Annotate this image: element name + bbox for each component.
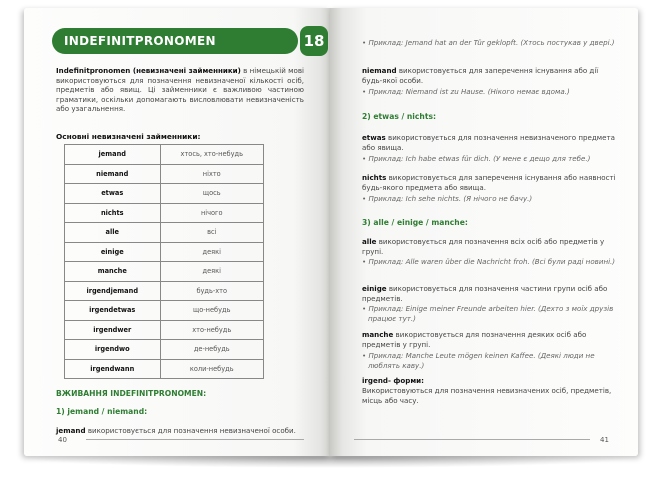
term-etwas: etwas [362,133,386,142]
bullet: • [362,38,367,47]
table-row [65,203,264,223]
pronoun-ukrainian: ніхто [160,164,263,184]
intro-text: в німецькій мові використовуються для позначення невизначеної кількості осіб, предметів або явищ. Ці займенники є важливою частиною граматики, оскільки допомагають висловлювати невизначеність або узагальнення. [56,66,304,114]
example-text: Приклад: Niemand ist zu Hause. (Нікого немає вдома.) [368,87,570,96]
alle-definition [362,237,618,256]
pronoun-ukrainian: коли-небудь [160,359,263,379]
example-nichts [362,194,618,204]
example-text: Приклад: Einige meiner Freunde arbeiten hier. (Дехто з моїх друзів працює тут.) [368,304,614,323]
table-row [65,164,264,184]
pronoun-ukrainian: щось [160,184,263,204]
example-alle [362,257,618,267]
etwas-definition [362,133,618,152]
intro-term: Indefinitpronomen (невизначені займенники) [56,66,241,75]
pronoun-ukrainian: що-небудь [160,301,263,321]
bullet: • [362,304,367,313]
example-manche [362,351,618,370]
page-number-right: 41 [600,436,609,444]
table-row [65,320,264,340]
pronoun-german: irgendetwas [65,301,161,321]
table-row [65,359,264,379]
example-jemand [362,38,618,48]
einige-text: використовується для позначення частини групи осіб або предметів. [362,284,608,303]
bullet: • [362,194,367,203]
example-text: Приклад: Jemand hat an der Tür geklopft. (Хтось постукав у двері.) [368,38,615,47]
table-heading: Основні невизначені займенники: [56,132,201,141]
nichts-definition [362,173,618,192]
table-row [65,223,264,243]
usage-heading: ВЖИВАННЯ INDEFINITPRONOMEN: [56,389,207,398]
page-number-left: 40 [58,436,67,444]
table-row [65,242,264,262]
chapter-number-badge: 18 [300,26,328,56]
section-heading-1: 1) jemand / niemand: [56,407,148,416]
pronoun-ukrainian: всі [160,223,263,243]
section-heading-2: 2) etwas / nichts: [362,112,437,121]
bullet: • [362,351,367,360]
pronoun-german: irgendwo [65,340,161,360]
irgend-heading-text: irgend- форми: [362,376,424,385]
pronoun-ukrainian: деякі [160,242,263,262]
pronoun-german: manche [65,262,161,282]
term-jemand: jemand [56,426,86,435]
einige-definition [362,284,618,303]
example-text: Приклад: Ich sehe nichts. (Я нічого не бачу.) [368,194,533,203]
example-einige [362,304,618,323]
pronoun-ukrainian: хтось, хто-небудь [160,145,263,165]
term-niemand: niemand [362,66,397,75]
pronoun-ukrainian: де-небудь [160,340,263,360]
term-einige: einige [362,284,387,293]
manche-text: використовується для позначення деяких осіб або предметів у групі. [362,330,587,349]
example-etwas [362,154,618,164]
table-row [65,281,264,301]
niemand-text: використовується для заперечення існування або дії будь-якої особи. [362,66,599,85]
pronoun-german: einige [65,242,161,262]
right-page [330,8,638,456]
pronoun-ukrainian: будь-хто [160,281,263,301]
example-niemand [362,87,618,97]
bullet: • [362,154,367,163]
pronoun-german: irgendjemand [65,281,161,301]
term-alle: alle [362,237,377,246]
bullet: • [362,257,367,266]
intro-paragraph [56,66,304,114]
jemand-text: використовується для позначення невизначеної особи. [85,426,296,435]
pronoun-german: alle [65,223,161,243]
manche-definition [362,330,618,349]
pronoun-table [64,144,264,379]
niemand-definition [362,66,618,85]
nichts-text: використовується для заперечення існування або наявності будь-якого предмета або явища. [362,173,616,192]
pronoun-german: niemand [65,164,161,184]
chapter-title-banner: INDEFINITPRONOMEN [52,28,298,54]
footer-rule [354,439,590,440]
pronoun-german: jemand [65,145,161,165]
table-row [65,301,264,321]
table-row [65,184,264,204]
pronoun-ukrainian: деякі [160,262,263,282]
pronoun-ukrainian: хто-небудь [160,320,263,340]
pronoun-german: irgendwer [65,320,161,340]
pronoun-german: etwas [65,184,161,204]
term-nichts: nichts [362,173,387,182]
pronoun-german: nichts [65,203,161,223]
example-text: Приклад: Ich habe etwas für dich. (У мене є дещо для тебе.) [368,154,591,163]
example-text: Приклад: Manche Leute mögen keinen Kaffee. (Деякі люди не люблять каву.) [368,351,595,370]
irgend-heading [362,376,618,386]
jemand-definition [56,426,316,435]
alle-text: використовується для позначення всіх осіб або предметів у групі. [362,237,605,256]
table-row [65,262,264,282]
section-heading-3: 3) alle / einige / manche: [362,218,468,227]
bullet: • [362,87,367,96]
pronoun-german: irgendwann [65,359,161,379]
footer-rule [86,439,304,440]
example-text: Приклад: Alle waren über die Nachricht froh. (Всі були раді новині.) [368,257,616,266]
pronoun-ukrainian: нічого [160,203,263,223]
left-page [24,8,330,456]
etwas-text: використовується для позначення невизначеного предмета або явища. [362,133,615,152]
table-row [65,145,264,165]
table-row [65,340,264,360]
irgend-definition: Використовуються для позначення невизначених осіб, предметів, місць або часу. [362,386,612,405]
term-manche: manche [362,330,394,339]
